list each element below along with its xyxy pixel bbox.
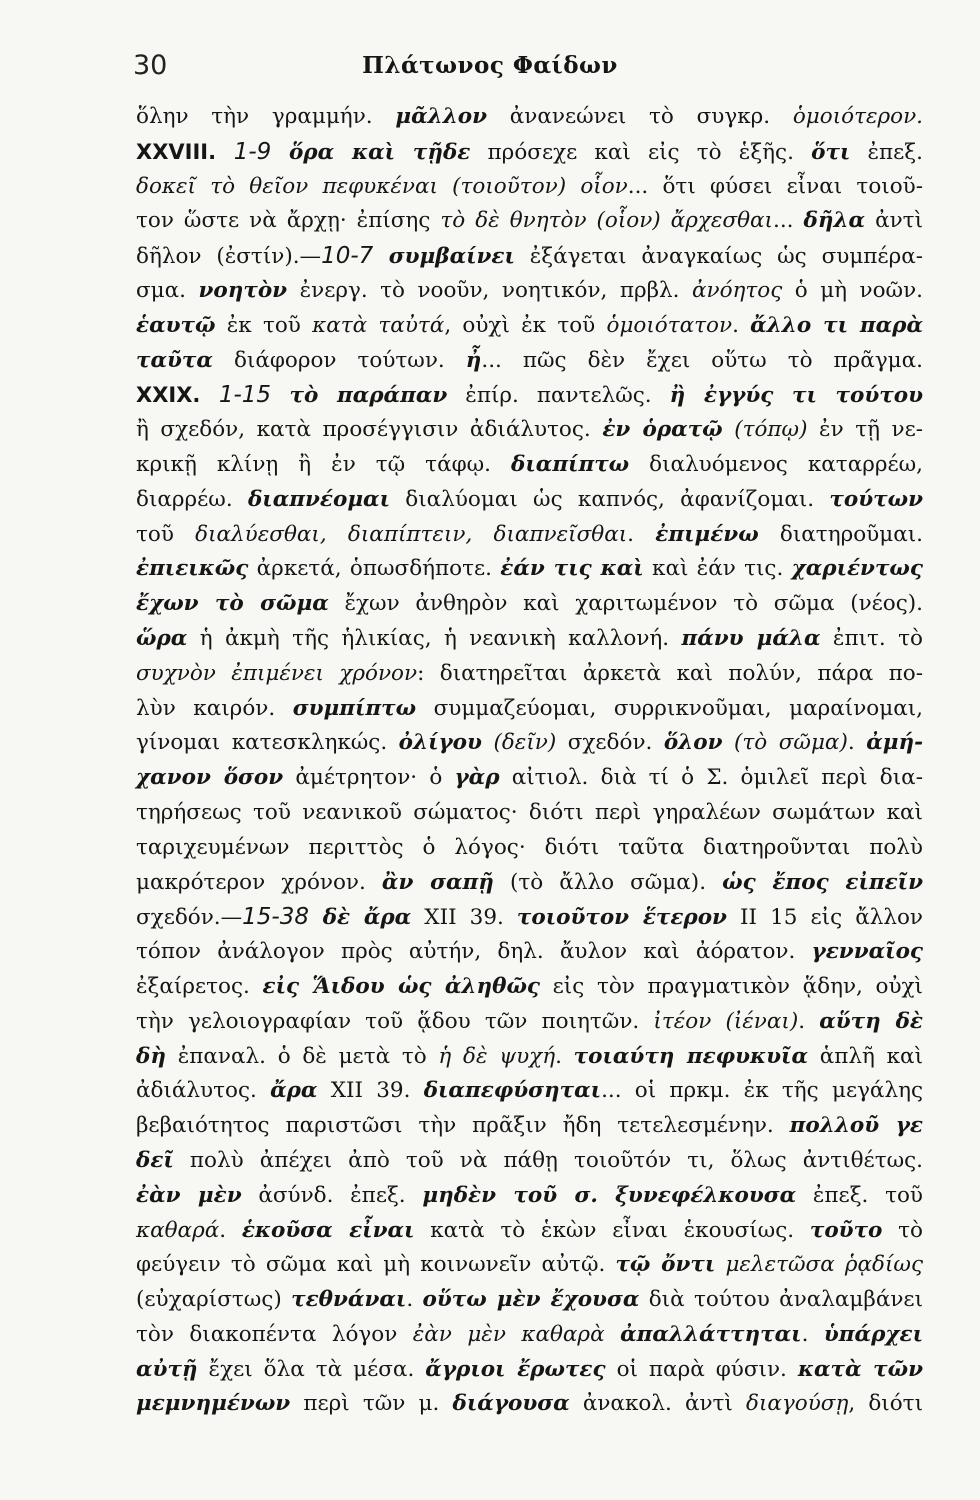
text-segment: συμμαζεύομαι, συρρικνοῦμαι, μαραίνομαι, (416, 695, 924, 721)
text-segment: οἱ παρὰ φύσιν. (605, 1356, 798, 1382)
section-number: XXVIII. (136, 139, 217, 164)
text-segment: καθαρά (136, 1217, 220, 1243)
text-segment: ἐπαναλ. ὁ δὲ μετὰ τὸ (165, 1043, 439, 1069)
text-segment: σμα. (136, 277, 199, 303)
lemma: τεθνάναι (291, 1287, 407, 1313)
text-segment: ἀσύνδ. ἐπεξ. (241, 1182, 423, 1208)
text-line (136, 1248, 923, 1283)
lemma: ἄρα (270, 1078, 318, 1104)
lemma: ὀλίγου (398, 730, 482, 756)
text-line (136, 900, 923, 935)
text-segment: . (847, 730, 867, 756)
text-segment: συχνὸν ἐπιμένει χρόνον (136, 660, 418, 686)
text-segment: ἐξάγεται ἀναγκαίως ὡς συμπέρα- (514, 244, 923, 270)
text-line (136, 413, 923, 448)
lemma: διαπεφύσηται (423, 1078, 602, 1104)
text-segment: διαλυόμενος καταρρέω, (629, 451, 923, 477)
lemma: συμβαίνει (373, 244, 515, 270)
text-line (136, 344, 923, 379)
lemma: γενναῖος (811, 939, 923, 965)
text-line (136, 1109, 923, 1144)
text-segment: (εὐχαρίστως) (136, 1287, 292, 1313)
text-segment: ὅλην τὴν γραμμήν. (136, 104, 396, 129)
lemma: ἐν ὁρατῷ (602, 417, 723, 443)
text-segment: ἐπεξ. τοῦ (796, 1182, 923, 1208)
lemma: ἄλλο τι παρὰ (750, 312, 924, 338)
text-segment: διάφορον τούτων. (212, 347, 466, 373)
lemma: ἐπιμένω (655, 521, 759, 547)
text-line (136, 239, 923, 274)
text-segment: βεβαιότητος παριστῶσι τὴν πρᾶξιν ἤδη τετελεσμένην. (136, 1113, 790, 1139)
text-segment: σχεδόν. (556, 730, 664, 756)
lemma: νοητὸν (198, 277, 288, 303)
text-segment: λὺν καιρόν. (136, 695, 293, 721)
lemma: ὡς ἔπος εἰπεῖν (722, 869, 924, 895)
text-line (136, 587, 923, 622)
text-segment: ... (772, 208, 804, 234)
text-segment: τηρήσεως τοῦ νεανικοῦ σώματος· διότι περὶ γηραλέων σωμάτων καὶ (136, 799, 923, 825)
text-segment: ἀρκετά, ὁπωσδήποτε. (248, 556, 501, 582)
text-segment: ἔχων ἀνθηρὸν καὶ χαριτωμένον τὸ σῶμα (νέος). (328, 591, 924, 617)
lemma: δῆλα (803, 208, 866, 234)
text-segment: : διατηρεῖται ἀρκετὰ καὶ πολύν, πάρα πο- (417, 660, 923, 686)
lemma: συμπίπτω (292, 695, 417, 721)
text-line (136, 483, 923, 518)
text-line (136, 761, 923, 796)
lemma: δεῖ (136, 1147, 174, 1173)
text-segment: (τὸ ἄλλο σῶμα). (493, 869, 723, 895)
text-segment: ... ὅτι φύσει εἶναι τοιοῦ- (627, 173, 923, 199)
lemma: κατὰ τῶν (797, 1356, 924, 1382)
lemma: ἐπιεικῶς (136, 556, 249, 582)
lemma: τούτων (829, 486, 923, 512)
text-line (136, 970, 923, 1005)
text-segment: ... οἱ πρκμ. ἐκ τῆς μεγάλης (601, 1078, 923, 1104)
text-segment: καὶ ἐάν τις. (643, 556, 792, 582)
text-line (136, 170, 923, 205)
lemma: μεμνημένων (136, 1391, 291, 1417)
text-segment: τὸν διακοπέντα λόγον (136, 1321, 413, 1347)
text-segment: (δεῖν) (481, 730, 557, 756)
text-segment: ἐκ τοῦ (215, 312, 313, 338)
text-segment: 1-9 (216, 138, 289, 165)
text-line (136, 692, 923, 727)
text-line (136, 935, 923, 970)
lemma: τοιαύτη πεφυκυῖα (573, 1043, 808, 1069)
text-segment: δῆλον (ἐστίν).— (136, 244, 322, 270)
text-line (136, 831, 923, 866)
lemma: ἀπαλλάττηται (620, 1321, 802, 1347)
text-segment: ὁ μὴ νοῶν. (782, 277, 923, 303)
text-segment: 1-15 (200, 382, 290, 409)
text-segment: ἰτέον (ἰέναι) (653, 1008, 799, 1034)
text-segment: ἐξαίρετος. (136, 973, 263, 999)
text-line (136, 726, 923, 761)
text-segment: . (798, 1008, 820, 1034)
text-segment: φεύγειν τὸ σῶμα καὶ μὴ κοινωνεῖν αὐτῷ. (136, 1252, 616, 1278)
text-line (136, 378, 923, 413)
text-segment: ἡ δὲ ψυχή (438, 1043, 556, 1069)
lemma: τὸ παράπαν (289, 383, 448, 409)
text-line (136, 1318, 923, 1353)
lemma: ἦ (465, 347, 482, 373)
text-segment: ἐπεξ. (850, 139, 923, 165)
text-segment: πρόσεχε καὶ εἰς τὸ ἑξῆς. (470, 139, 812, 165)
text-segment: διαλύομαι ὡς καπνός, ἀφανίζομαι. (390, 486, 830, 512)
lemma: γὰρ (454, 765, 500, 791)
text-line (136, 204, 923, 239)
lemma: αὕτη δὲ (819, 1008, 923, 1034)
text-segment: ἡ ἀκμὴ τῆς ἡλικίας, ἡ νεανικὴ καλλονή. (187, 625, 682, 651)
text-line (136, 1040, 923, 1075)
text-line (136, 1074, 923, 1109)
lemma: μᾶλλον (395, 104, 488, 129)
text-segment: , διότι (848, 1391, 924, 1417)
text-segment (605, 1322, 620, 1347)
text-line (136, 448, 923, 483)
text-line (136, 1214, 923, 1249)
lemma: ὅρα καὶ τῇδε (288, 139, 471, 165)
text-line (136, 1144, 923, 1179)
section-number: XXIX. (136, 383, 201, 408)
lemma: ἐὰν μὲν (136, 1182, 242, 1208)
lemma: μηδὲν τοῦ σ. ξυνεφέλκουσα (422, 1182, 797, 1208)
text-segment: ἐν τῇ νε- (807, 417, 923, 443)
lemma: πάνυ μάλα (681, 625, 821, 651)
text-segment: ἀνόητος (692, 277, 783, 303)
lemma: ἂν σαπῇ (381, 869, 494, 895)
lemma: ταῦτα (136, 347, 213, 373)
text-segment: διατηροῦμαι. (758, 521, 923, 547)
text-line (136, 135, 923, 170)
text-line (136, 518, 923, 553)
text-segment: σχεδόν.— (136, 905, 243, 931)
text-segment: ἐπίρ. παντελῶς. (447, 383, 670, 409)
text-segment: μελετῶσα ῥᾳδίως (715, 1252, 923, 1278)
text-segment: ἐπιτ. τὸ (820, 625, 923, 651)
text-segment: ἀνανεώνει τὸ συγκρ. (487, 104, 793, 129)
text-segment: . (801, 1321, 824, 1347)
text-line (136, 796, 923, 831)
text-segment: διαλύεσθαι, διαπίπτειν, διαπνεῖσθαι (195, 521, 628, 547)
running-title: Πλάτωνος Φαίδων (362, 52, 618, 79)
text-segment: XII 39. (317, 1078, 424, 1104)
text-segment: διαρρέω. (136, 486, 248, 512)
text-segment: κρικῇ κλίνῃ ἢ ἐν τῷ τάφῳ. (136, 451, 512, 477)
text-line (136, 1353, 923, 1388)
text-line (136, 100, 923, 135)
text-segment: τὴν γελοιογραφίαν τοῦ ᾅδου τῶν ποιητῶν. (136, 1008, 654, 1034)
lemma: δὴ (136, 1043, 166, 1069)
lemma: ὅτι (811, 139, 851, 165)
text-segment: ἀντὶ (865, 208, 924, 234)
text-segment: XII 39. (411, 905, 517, 931)
text-line (136, 657, 923, 692)
lemma: πολλοῦ γε (789, 1113, 923, 1139)
text-line (136, 866, 923, 901)
text-segment: τὸ (882, 1217, 923, 1243)
lemma: ἄγριοι ἔρωτες (425, 1356, 606, 1382)
lemma: ἀμή- (866, 730, 924, 756)
page-number: 30 (133, 50, 168, 81)
text-line (136, 1005, 923, 1040)
text-segment: ἔχει ὅλα τὰ μέσα. (197, 1356, 426, 1382)
text-line (136, 1387, 923, 1422)
lemma: ὅλον (663, 730, 723, 756)
lemma: τῷ ὄντι (615, 1252, 716, 1278)
text-segment: . (406, 1287, 423, 1313)
text-line (136, 274, 923, 309)
lemma: χανον ὅσον (136, 765, 284, 791)
text-segment: ἀδιάλυτος. (136, 1078, 271, 1104)
lemma: χαριέντως (791, 556, 923, 582)
text-segment: . (219, 1217, 242, 1243)
text-segment: τοῦ (136, 521, 196, 547)
text-segment: γίνομαι κατεσκληκώς. (136, 730, 399, 756)
lemma: διάγουσα (452, 1391, 570, 1417)
text-segment: ἐνεργ. τὸ νοοῦν, νοητικόν, πρβλ. (287, 277, 692, 303)
lemma: οὕτω μὲν ἔχουσα (422, 1287, 640, 1313)
text-segment: εἰς τὸν πραγματικὸν ᾅδην, οὐχὶ (540, 973, 923, 999)
text-segment: ὁμοιότατον (606, 312, 733, 338)
text-segment: διὰ τούτου ἀναλαμβάνει (639, 1287, 923, 1313)
text-segment: κατὰ ταὐτά (312, 312, 445, 338)
text-segment: . (627, 521, 656, 547)
text-segment: (τὸ σῶμα) (722, 730, 848, 756)
lemma: εἰς Ἅιδου ὡς ἀληθῶς (262, 973, 540, 999)
text-segment: (τόπῳ) (722, 417, 808, 443)
text-segment: II 15 εἰς ἄλλον (726, 905, 923, 931)
text-segment: τὸ δὲ θνητὸν (οἷον) ἄρχεσθαι (440, 208, 773, 234)
text-segment: μακρότερον χρόνον. (136, 869, 382, 895)
text-line (136, 309, 923, 344)
lemma: ἔχων τὸ σῶμα (136, 591, 329, 617)
lemma: ἢ ἐγγύς τι τούτου (669, 383, 923, 409)
lemma: ὑπάρχει (823, 1321, 923, 1347)
lemma: τοῦτο (809, 1217, 883, 1243)
text-segment: ... πῶς δὲν ἔχει οὕτω τὸ πρᾶγμα. (481, 347, 923, 373)
lemma: διαπνέομαι (247, 486, 391, 512)
text-line (136, 1283, 923, 1318)
text-line (136, 552, 923, 587)
text-segment: περὶ τῶν μ. (290, 1391, 453, 1417)
text-segment: διαγούσῃ (746, 1391, 849, 1417)
text-segment: 10-7 (321, 243, 374, 270)
text-segment: ἢ σχεδόν, κατὰ προσέγγισιν ἀδιάλυτος. (136, 417, 603, 443)
text-segment: . (555, 1043, 574, 1069)
lemma: αὐτῇ (136, 1356, 198, 1382)
lemma: ἐάν τις καὶ (500, 556, 644, 582)
text-segment: ἁπλῆ καὶ (808, 1043, 924, 1069)
text-segment: ὁμοιότερον. (792, 104, 924, 129)
text-segment: 15-38 (242, 904, 309, 931)
text-segment: κατὰ τὸ ἑκὼν εἶναι ἑκουσίως. (414, 1217, 810, 1243)
text-segment: αἰτιολ. διὰ τί ὁ Σ. ὁμιλεῖ περὶ δια- (499, 765, 923, 791)
text-segment: δοκεῖ τὸ θεῖον πεφυκέναι (τοιοῦτον) οἷον (136, 173, 628, 199)
text-line (136, 622, 923, 657)
text-segment: , οὐχὶ ἐκ τοῦ (444, 312, 607, 338)
lemma: ἑαυτῷ (136, 312, 216, 338)
text-segment: τον ὥστε νὰ ἄρχῃ· ἐπίσης (136, 208, 441, 234)
lemma: διαπίπτω (511, 451, 630, 477)
text-segment: ἀμέτρητον· ὁ (283, 765, 455, 791)
text-segment: τόπον ἀνάλογον πρὸς αὐτήν, δηλ. ἄυλον καὶ ἀόρατον. (136, 939, 812, 965)
text-segment: ἐὰν μὲν καθαρὰ (412, 1321, 605, 1347)
lemma: ἑκοῦσα εἶναι (241, 1217, 415, 1243)
commentary-text (136, 100, 923, 1422)
text-segment: πολὺ ἀπέχει ἀπὸ τοῦ νὰ πάθῃ τοιοῦτόν τι, ὅλως ἀντιθέτως. (173, 1147, 923, 1173)
text-segment: . (732, 312, 751, 338)
text-line (136, 1179, 923, 1214)
lemma: δὲ ἄρα (308, 905, 412, 931)
lemma: ὥρα (136, 625, 188, 651)
lemma: τοιοῦτον ἕτερον (516, 905, 727, 931)
text-segment: ἀνακολ. ἀντὶ (569, 1391, 747, 1417)
text-segment: ταριχευμένων περιττὸς ὁ λόγος· διότι ταῦτα διατηροῦνται πολὺ (136, 834, 923, 860)
